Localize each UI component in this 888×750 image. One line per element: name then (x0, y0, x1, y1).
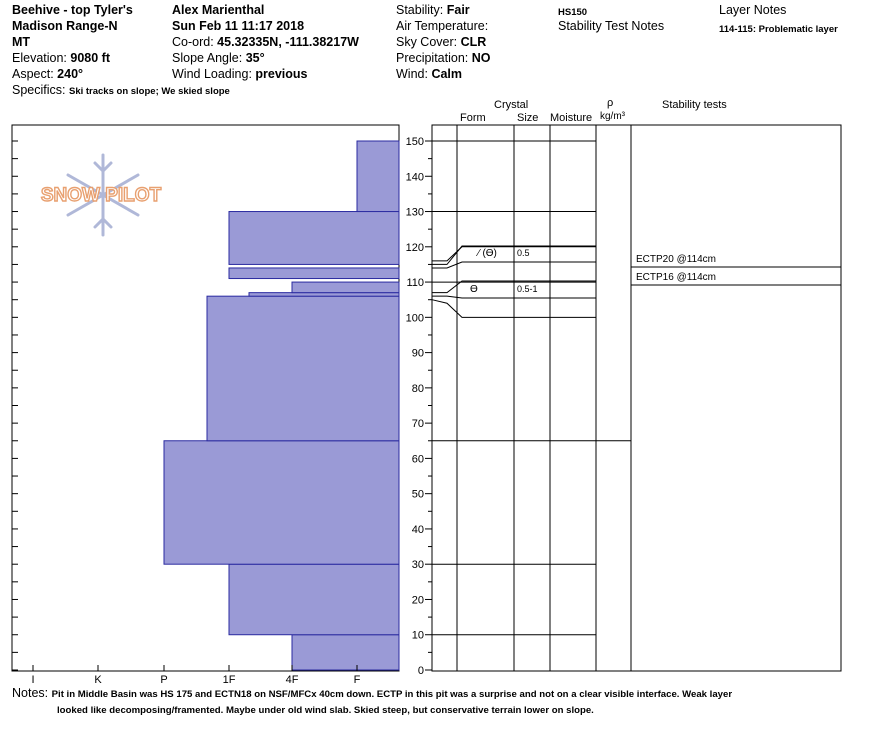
x-tick-label-1F: 1F (222, 674, 236, 686)
depth-label-120: 120 (405, 241, 424, 254)
layer-lines (432, 141, 631, 635)
depth-label-70: 70 (411, 418, 424, 431)
hs-label: HS150 (558, 7, 588, 18)
slope-angle: Slope Angle: 35° (172, 51, 265, 65)
hardness-bar-3 (207, 296, 399, 441)
range-name: Madison Range-N (12, 19, 118, 33)
location-title: Beehive - top Tyler's (12, 3, 133, 17)
depth-label-90: 90 (411, 347, 424, 360)
depth-label-60: 60 (411, 453, 424, 466)
depth-label-130: 130 (405, 206, 424, 219)
wind-loading: Wind Loading: previous (172, 67, 308, 81)
stability-test-1: ECTP20 @114cm (636, 254, 716, 265)
depth-label-110: 110 (406, 277, 424, 290)
depth-label-0: 0 (417, 665, 424, 677)
crystal-form-1: ⁄ (ϴ) (478, 248, 497, 259)
crystal-size-2: 0.5-1 (517, 284, 538, 294)
crystal-form-2: ϴ (470, 284, 478, 295)
left-ticks (12, 141, 18, 670)
layer-table-frame (432, 125, 841, 671)
depth-label-40: 40 (411, 523, 424, 536)
hardness-bar-6 (229, 268, 399, 279)
elevation: Elevation: 9080 ft (12, 51, 110, 65)
hardness-bar-4 (249, 293, 399, 297)
col-rho: ρ (607, 97, 614, 109)
hardness-bar-5 (292, 282, 399, 293)
hardness-bars (164, 141, 399, 670)
col-form: Form (460, 112, 486, 124)
notes (12, 684, 882, 716)
col-size: Size (517, 112, 539, 124)
layer-notes-value: 114-115: Problematic layer (719, 24, 838, 35)
depth-label-50: 50 (411, 488, 424, 501)
hardness-bar-2 (164, 441, 399, 564)
logo-text: SNOW PILOT (40, 185, 162, 206)
coordinates: Co-ord: 45.32335N, -111.38217W (172, 35, 359, 49)
stability-test-2: ECTP16 @114cm (636, 272, 716, 283)
x-tick-label-K: K (94, 674, 102, 686)
col-moisture: Moisture (550, 112, 593, 124)
sky-cover: Sky Cover: CLR (396, 35, 487, 49)
x-tick-label-P: P (160, 674, 168, 686)
crystal-size-1: 0.5 (517, 248, 530, 258)
wind: Wind: Calm (396, 67, 463, 81)
notes-line2: looked like decomposing/framented. Maybe under old wind slab. Skied steep, but conservative terrain lower on slope. (57, 705, 594, 716)
col-crystal: Crystal (494, 99, 529, 111)
specifics: Specifics: Ski tracks on slope; We skied slope (12, 83, 230, 97)
state: MT (12, 35, 31, 49)
depth-label-80: 80 (411, 382, 424, 395)
aspect: Aspect: 240° (12, 67, 84, 81)
stability-test-notes-title: Stability Test Notes (558, 19, 665, 33)
depth-label-30: 30 (411, 559, 424, 572)
notes-line1: Pit in Middle Basin was HS 175 and ECTN18 on NSF/MFCx 40cm down. ECTP in this pit was a surprise and not on a clear visible interface. Weak layer (51, 689, 733, 700)
depth-label-100: 100 (405, 312, 424, 325)
depth-label-20: 20 (411, 594, 424, 607)
hardness-bar-0 (292, 635, 399, 670)
datetime: Sun Feb 11 11:17 2018 (172, 19, 305, 33)
depth-label-140: 140 (405, 171, 424, 184)
precipitation: Precipitation: NO (396, 51, 491, 65)
hardness-bar-8 (357, 141, 399, 212)
x-tick-label-I: I (31, 674, 35, 686)
air-temperature: Air Temperature: (396, 19, 489, 33)
observer: Alex Marienthal (172, 3, 265, 17)
notes-label: Notes: (12, 686, 49, 700)
x-tick-label-4F: 4F (285, 674, 299, 686)
depth-axis (406, 136, 432, 677)
hardness-bar-1 (229, 564, 399, 635)
depth-label-150: 150 (405, 136, 424, 148)
col-density-unit: kg/m³ (600, 111, 625, 122)
hardness-bar-7 (229, 212, 399, 265)
x-tick-label-F: F (353, 674, 361, 686)
col-stability-tests: Stability tests (662, 99, 727, 111)
layer-notes-title: Layer Notes (719, 3, 787, 17)
stability: Stability: Fair (396, 3, 470, 17)
snowpilot-logo (41, 155, 162, 235)
depth-label-10: 10 (411, 629, 424, 642)
